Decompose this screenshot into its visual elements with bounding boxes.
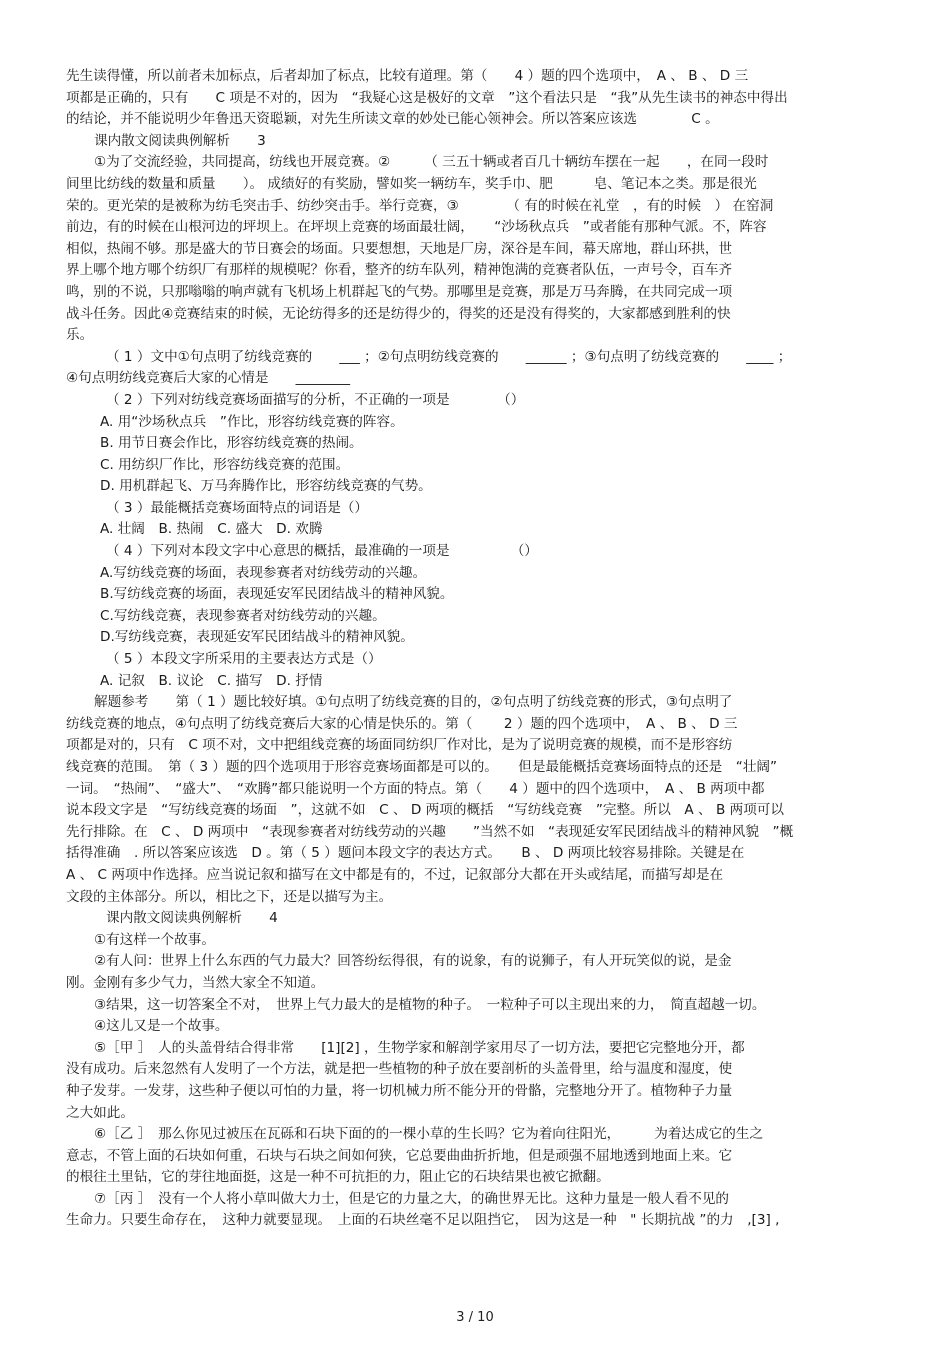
answer-line: 说本段文字是 “写纺线竞赛的场面 ”，这就不如 C 、 D 两项的概括 “写纺线竞赛 ”完整。所以 A 、 B 两项可以 [66,802,784,819]
page-number: 3 / 10 [456,1310,494,1325]
text-line: 战斗任务。因此④竞赛结束的时候，无论纺得多的还是纺得少的，得奖的还是没有得奖的，大家都感到胜利的快 [66,305,731,322]
text-line: 项都是正确的，只有 C 项是不对的，因为 “我疑心这是极好的文章 ”这个看法只是 “我”从先生读书的神态中得出 [66,89,788,106]
text-line: 没有成功。后来忽然有人发明了一个方法，就是把一些植物的种子放在要剖析的头盖骨里，给与温度和湿度，使 [66,1061,733,1078]
question-line: ④句点明纺线竞赛后大家的心情是 ________ [66,370,351,387]
answer-line: 线竞赛的范围。 第（ 3 ）题的四个选项用于形容竞赛场面都是可以的。 但是最能概括竞赛场面特点的还是 “壮阔” [66,759,778,775]
text-line: ⑦［丙 ］ 没有一个人将小草叫做大力士，但是它的力量之大，的确世界无比。这种力量是一般人看不见的 [94,1190,730,1207]
text-line: ①有这样一个故事。 [94,931,215,948]
text-line: 的根往土里钻，它的芽往地面挺，这是一种不可抗拒的力，阻止它的石块结果也被它掀翻。 [66,1169,610,1186]
text-line: 乐。 [66,327,94,344]
answer-line: 解题参考 第（ 1 ）题比较好填。①句点明了纺线竞赛的目的，②句点明了纺线竞赛的形式，③句点明了 [94,694,733,711]
text-line: ④这儿又是一个故事。 [94,1018,229,1035]
answer-line: 括得准确 . 所以答案应该选 D 。第（ 5 ）题问本段文字的表达方式。 B 、 D 两项比较容易排除。关键是在 [66,845,745,862]
text-line: 生命力。只要生命存在， 这种力就要显现。 上面的石块丝毫不足以阻挡它， 因为这是一种 " 长期抗战 ”的力 ,[3] , [66,1212,780,1229]
text-line: 荣的。更光荣的是被称为纺毛突击手、纺纱突击手。举行竞赛，③ （ 有的时候在礼堂 ，有的时候 ） 在窑洞 [66,197,774,214]
text-line: 界上哪个地方哪个纺织厂有那样的规模呢？你看，整齐的纺车队列，精神饱满的竞赛者队伍，一声号令，百车齐 [66,262,733,279]
text-line: 鸣，别的不说，只那嗡嗡的响声就有飞机场上机群起飞的气势。那哪里是竞赛，那是万马奔腾，在共同完成一项 [66,283,733,300]
text-line: 先生读得懂，所以前者未加标点，后者却加了标点，比较有道理。第（ 4 ）题的四个选项中， A 、 B 、 D 三 [66,68,749,84]
answer-line: 一词。 “热闹”、 “盛大”、 “欢腾”都只能说明一个方面的特点。第（ 4 ）题中的四个选项中， A 、 B 两项中都 [66,780,765,797]
text-line: ⑥［乙 ］ 那么你见过被压在瓦砾和石块下面的的一棵小草的生长吗？它为着向往阳光， 为着达成它的生之 [94,1126,763,1143]
option-line: B. 用节日赛会作比，形容纺线竞赛的热闹。 [100,435,363,452]
option-line: D.写纺线竞赛，表现延安军民团结战斗的精神风貌。 [100,629,414,646]
question-line: （ 2 ）下列对纺线竞赛场面描写的分析，不正确的一项是 （） [106,391,525,408]
section-heading: 课内散文阅读典例解析 4 [106,910,278,927]
text-line: ⑤［甲 ］ 人的头盖骨结合得非常 [1][2] ，生物学家和解剖学家用尽了一切方法，要把它完整地分开，都 [94,1039,745,1056]
text-line: 相似，热闹不够。那是盛大的节日赛会的场面。只要想想，天地是厂房，深谷是车间，幕天席地，群山环拱，世 [66,240,733,257]
question-line: （ 4 ）下列对本段文字中心意思的概括，最准确的一项是 （） [106,543,538,560]
text-line: 之大如此。 [66,1104,134,1121]
answer-line: 纺线竞赛的地点，④句点明了纺线竞赛后大家的心情是快乐的。第（ 2 ）题的四个选项中， A 、 B 、 D 三 [66,715,738,732]
text-line: 的结论，并不能说明少年鲁迅天资聪颖，对先生所读文章的妙处已能心领神会。所以答案应该选 C 。 [66,111,719,128]
text-line: ①为了交流经验，共同提高，纺线也开展竞赛。② （ 三五十辆或者百几十辆纺车摆在一起 ，在同一段时 [94,154,769,171]
option-line: A.写纺线竞赛的场面，表现参赛者对纺线劳动的兴趣。 [100,564,427,581]
text-body [66,66,886,1232]
option-line: A. 壮阔 B. 热闹 C. 盛大 D. 欢腾 [100,521,323,538]
option-line: B.写纺线竞赛的场面，表现延安军民团结战斗的精神风貌。 [100,586,454,603]
text-line: 种子发芽。一发芽，这些种子便以可怕的力量，将一切机械力所不能分开的骨骼，完整地分开了。植物种子力量 [66,1082,733,1099]
option-line: C.写纺线竞赛，表现参赛者对纺线劳动的兴趣。 [100,607,386,624]
text-line: 意志，不管上面的石块如何重，石块与石块之间如何狭，它总要曲曲折折地，但是顽强不屈地透到地面上来。它 [66,1147,733,1164]
answer-line: A 、 C 两项中作选择。应当说记叙和描写在文中都是有的，不过，记叙部分大都在开头或结尾，而描写却是在 [66,866,724,883]
answer-line: 先行排除。在 C 、 D 两项中 “表现参赛者对纺线劳动的兴趣 ”当然不如 “表现延安军民团结战斗的精神风貌 ”概 [66,823,794,840]
option-line: D. 用机群起飞、万马奔腾作比，形容纺线竞赛的气势。 [100,478,432,495]
question-line: （ 3 ）最能概括竞赛场面特点的词语是（） [106,499,368,516]
answer-line: 项都是对的，只有 C 项不对，文中把组线竞赛的场面同纺织厂作对比，是为了说明竞赛的规模，而不是形容纺 [66,737,733,754]
text-line: 前边，有的时候在山根河边的坪坝上。在坪坝上竞赛的场面最壮阔， “沙场秋点兵 ”或者能有那种气派。不，阵容 [66,219,767,236]
question-line: （ 5 ）本段文字所采用的主要表达方式是（） [106,651,382,668]
answer-line: 文段的主体部分。所以，相比之下，还是以描写为主。 [66,888,393,905]
text-line: ②有人问：世界上什么东西的气力最大？回答纷纭得很，有的说象，有的说狮子，有人开玩笑似的说，是金 [94,953,732,970]
option-line: C. 用纺织厂作比，形容纺线竞赛的范围。 [100,456,350,473]
text-line: ③结果，这一切答案全不对， 世界上气力最大的是植物的种子。 一粒种子可以主现出来的力， 简直超越一切。 [94,996,766,1013]
option-line: A. 用“沙场秋点兵 ”作比，形容纺线竞赛的阵容。 [100,413,404,430]
option-line: A. 记叙 B. 议论 C. 描写 D. 抒情 [100,672,323,689]
section-heading: 课内散文阅读典例解析 3 [94,132,266,149]
text-line: 间里比纺线的数量和质量 ）。 成绩好的有奖励，譬如奖一辆纺车，奖手巾、肥 皂、笔记本之类。那是很光 [66,175,757,192]
text-line: 刚。金刚有多少气力，当然大家全不知道。 [66,974,325,991]
question-line: （ 1 ）文中①句点明了纺线竞赛的 ___ ；②句点明纺线竞赛的 ______ ；③句点明了纺线竞赛的 ____ ； [106,348,792,365]
